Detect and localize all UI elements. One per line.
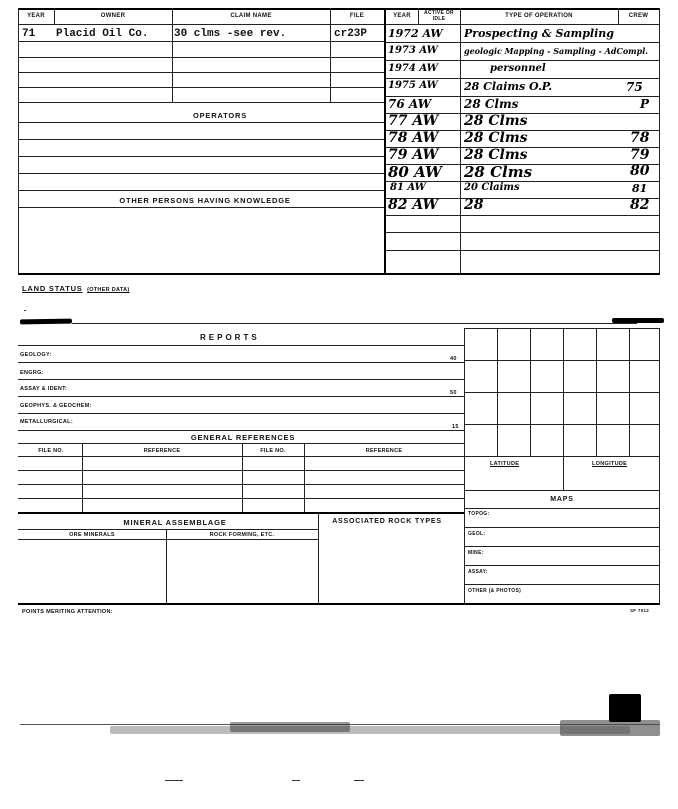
op-type-5: 28 Clms bbox=[464, 97, 519, 111]
file-number: cr23P bbox=[334, 28, 368, 40]
owner-name: Placid Oil Co. bbox=[56, 28, 149, 40]
op-year-4: 1975 AW bbox=[388, 80, 438, 91]
op-year-7: 78 AW bbox=[388, 130, 439, 146]
ref-file-no-2: FILE NO. bbox=[260, 448, 286, 454]
form-code: SF 7012 bbox=[630, 608, 650, 613]
latitude-label: LATITUDE bbox=[490, 461, 520, 467]
op-type-4: 28 Claims O.P. bbox=[464, 80, 553, 93]
op-type-7: 28 Clms bbox=[464, 130, 528, 146]
op-year-10: 81 AW bbox=[390, 182, 426, 193]
op-type-6: 28 Clms bbox=[464, 113, 528, 129]
header-year: YEAR bbox=[27, 13, 45, 19]
header-owner: OWNER bbox=[100, 13, 126, 19]
ore-minerals-label: ORE MINERALS bbox=[69, 532, 115, 538]
map-other: OTHER (& PHOTOS) bbox=[468, 588, 522, 594]
header-year-2: YEAR bbox=[393, 13, 411, 19]
reports-title: REPORTS bbox=[200, 333, 260, 342]
map-mine: MINE: bbox=[468, 550, 484, 556]
owner-year: 71 bbox=[22, 28, 36, 40]
operators-label: OPERATORS bbox=[192, 111, 247, 120]
report-geology: GEOLOGY: bbox=[20, 352, 52, 358]
op-type-9: 28 Clms bbox=[464, 163, 533, 181]
op-year-8: 79 AW bbox=[388, 147, 439, 163]
land-status-heading bbox=[22, 278, 130, 296]
map-topog: TOPOG: bbox=[468, 511, 490, 517]
report-engrg: ENGRG: bbox=[20, 370, 44, 376]
op-crew-8: 79 bbox=[630, 147, 650, 163]
op-crew-5: P bbox=[640, 97, 650, 111]
maps-title: MAPS bbox=[550, 496, 574, 503]
op-crew-10: 81 bbox=[632, 182, 648, 195]
header-crew: CREW bbox=[628, 13, 649, 19]
other-persons-label: OTHER PERSONS HAVING KNOWLEDGE bbox=[119, 196, 291, 205]
op-year-1: 1972 AW bbox=[388, 27, 443, 40]
op-type-11: 28 bbox=[464, 197, 484, 213]
report-geophys: GEOPHYS. & GEOCHEM: bbox=[20, 403, 92, 409]
rock-forming-label: ROCK FORMING, ETC. bbox=[209, 532, 275, 538]
report-metallurgical-num: 15 bbox=[452, 424, 459, 430]
map-geol: GEOL: bbox=[468, 531, 486, 537]
op-crew-11: 82 bbox=[630, 197, 650, 213]
op-crew-9: 80 bbox=[630, 163, 650, 179]
op-crew-4: 75 bbox=[626, 80, 643, 94]
report-assay: ASSAY & IDENT: bbox=[20, 386, 68, 392]
report-metallurgical: METALLURGICAL: bbox=[20, 419, 73, 425]
general-references-title: GENERAL REFERENCES bbox=[190, 433, 296, 442]
op-year-6: 77 AW bbox=[388, 113, 439, 129]
land-status-title: LAND STATUS bbox=[22, 284, 83, 293]
ref-file-no-1: FILE NO. bbox=[38, 448, 64, 454]
land-status-sub: (OTHER DATA) bbox=[87, 287, 130, 293]
op-year-2: 1973 AW bbox=[388, 45, 438, 56]
report-assay-num: 50 bbox=[450, 390, 457, 396]
op-type-3: personnel bbox=[490, 63, 546, 74]
header-active-or-idle: ACTIVE OR IDLE bbox=[424, 10, 454, 22]
associated-rock-types: ASSOCIATED ROCK TYPES bbox=[332, 518, 442, 525]
header-file: FILE bbox=[349, 13, 365, 19]
longitude-label: LONGITUDE bbox=[592, 461, 628, 467]
op-type-10: 20 Claims bbox=[464, 182, 520, 193]
op-year-3: 1974 AW bbox=[388, 63, 438, 74]
op-year-5: 76 AW bbox=[388, 97, 432, 111]
op-year-9: 80 AW bbox=[388, 163, 442, 181]
scan-artifact-block bbox=[609, 694, 641, 722]
op-type-2: geologic Mapping - Sampling - AdCompl. bbox=[464, 46, 649, 56]
op-type-1: Prospecting & Sampling bbox=[464, 27, 614, 40]
report-geology-num: 40 bbox=[450, 356, 457, 362]
map-assay: ASSAY: bbox=[468, 569, 488, 575]
header-claim-name: CLAIM NAME bbox=[230, 13, 272, 19]
points-meriting-attention: POINTS MERITING ATTENTION: bbox=[22, 609, 113, 615]
ref-reference-2: REFERENCE bbox=[365, 448, 403, 454]
mineral-assemblage-title: MINERAL ASSEMBLAGE bbox=[123, 518, 227, 527]
ref-reference-1: REFERENCE bbox=[143, 448, 181, 454]
op-year-11: 82 AW bbox=[388, 197, 439, 213]
op-crew-7: 78 bbox=[630, 130, 650, 146]
claim-name: 30 clms -see rev. bbox=[174, 28, 287, 40]
op-type-8: 28 Clms bbox=[464, 147, 528, 163]
header-type-of-operation: TYPE OF OPERATION bbox=[505, 13, 573, 19]
